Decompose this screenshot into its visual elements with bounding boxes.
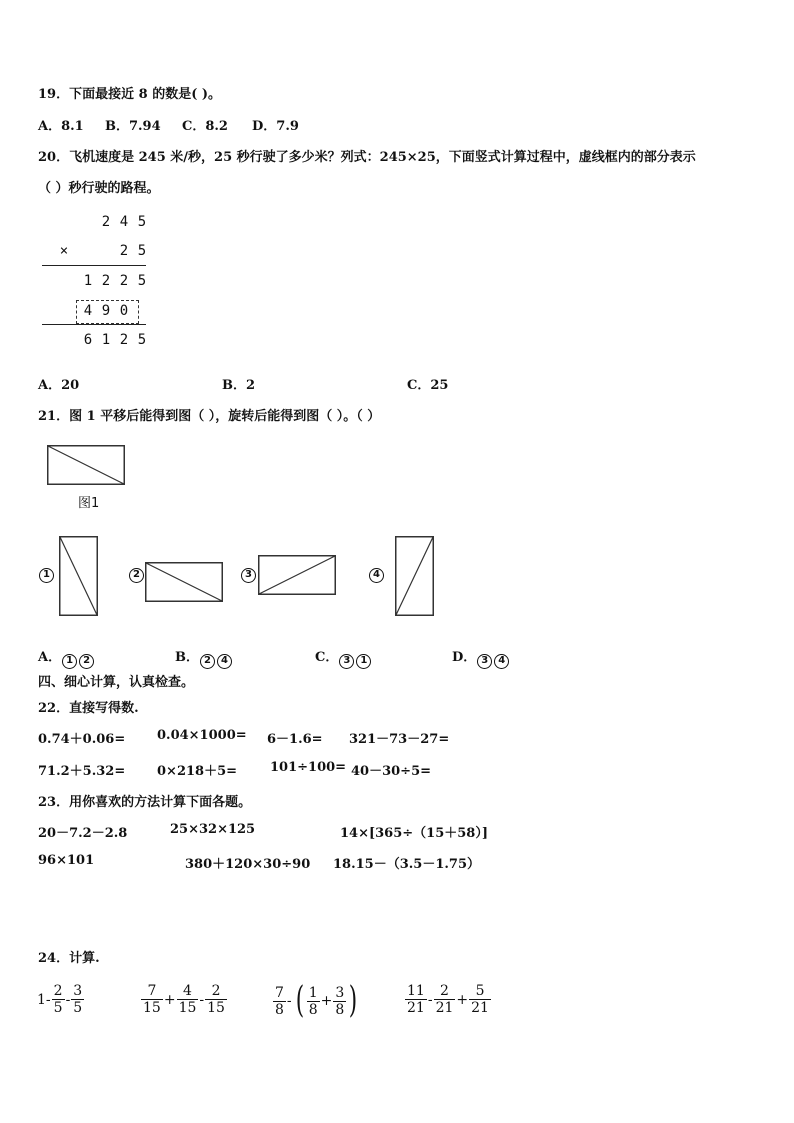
q21-option-b: B． 2 4	[175, 646, 233, 669]
q24-expr-4: $\frac{11}{21}$ - $\frac{2}{21}$ + $\frac{5}{21}$	[407, 983, 489, 1016]
q22-expr: 0.04×1000=	[157, 728, 247, 743]
calc-digit: 5	[137, 243, 147, 259]
q23-stem: 23．用你喜欢的方法计算下面各题。	[38, 795, 252, 810]
calc-digit: 2	[101, 273, 111, 289]
q22-expr: 321－73－27=	[349, 732, 450, 747]
calc-digit: 2	[119, 273, 129, 289]
calc-digit: 1	[101, 332, 111, 348]
q23-expr: 18.15－（3.5－1.75）	[333, 857, 480, 872]
q22-expr: 101÷100=	[270, 760, 347, 775]
circle-number: 3	[477, 654, 492, 669]
q24-expr-2: $\frac{7}{15}$ + $\frac{4}{15}$ - $\frac{2}{15}$	[143, 983, 225, 1016]
circle-number: 1	[356, 654, 371, 669]
fraction: $\frac{5}{21}$	[471, 983, 489, 1016]
q20-stem-line2: （ ）秒行驶的路程。	[38, 181, 160, 196]
q21-option-d: D． 3 4	[452, 646, 510, 669]
calc-digit: 4	[119, 214, 129, 230]
calc-digit: 0	[119, 303, 129, 319]
q22-expr: 40－30÷5=	[351, 764, 432, 779]
calc-digit: 4	[83, 303, 93, 319]
fraction: $\frac{3}{5}$	[73, 983, 83, 1016]
fraction: $\frac{2}{15}$	[207, 983, 225, 1016]
q22-stem: 22．直接写得数.	[38, 701, 139, 716]
fraction: $\frac{2}{21}$	[435, 983, 454, 1016]
q21-option-c: C． 3 1	[315, 646, 372, 669]
circle-number: 3	[339, 654, 354, 669]
circle-number: 1	[62, 654, 77, 669]
q22-expr: 0.74＋0.06=	[38, 732, 126, 747]
fraction: $\frac{3}{8}$	[335, 984, 345, 1018]
fig-number-4: 4	[369, 568, 384, 583]
q20-stem-line1: 20．飞机速度是 245 米/秒，25 秒行驶了多少米？列式：245×25，下面竖式计算过程中，虚线框内的部分表示	[38, 150, 696, 165]
calc-digit: 2	[101, 214, 111, 230]
fraction: $\frac{7}{8}$	[275, 984, 284, 1018]
fraction: $\frac{2}{5}$	[53, 983, 63, 1016]
fig-number-2: 2	[129, 568, 144, 583]
fig-number-1: 1	[39, 568, 54, 583]
figure-option-2	[145, 562, 223, 602]
times-sign: ×	[59, 243, 69, 259]
circle-number: 4	[217, 654, 232, 669]
circle-number: 2	[79, 654, 94, 669]
q20-option-c: C．25	[407, 378, 449, 393]
figure-option-3	[258, 555, 336, 595]
q22-expr: 71.2＋5.32=	[38, 764, 126, 779]
fraction: $\frac{11}{21}$	[407, 983, 425, 1016]
q24-expr-1: 1- $\frac{2}{5}$ - $\frac{3}{5}$	[37, 983, 83, 1016]
section-title: 四、细心计算，认真检查。	[38, 675, 195, 690]
q23-expr: 96×101	[38, 853, 95, 868]
q23-expr: 380＋120×30÷90	[185, 857, 311, 872]
q20-option-a: A．20	[38, 378, 80, 393]
q21-option-a: A． 1 2	[38, 646, 95, 669]
calc-digit: 5	[137, 214, 147, 230]
fraction: $\frac{1}{8}$	[308, 984, 318, 1018]
q21-stem: 21．图 1 平移后能得到图（ ），旋转后能得到图（ ）。（ ）	[38, 409, 381, 424]
q19-option-b: B．7.94	[105, 119, 161, 134]
figure-option-1	[59, 536, 98, 616]
circle-number: 2	[200, 654, 215, 669]
calc-digit: 2	[119, 243, 129, 259]
q23-expr: 20－7.2－2.8	[38, 826, 128, 841]
calc-rule	[42, 265, 146, 266]
fraction: $\frac{4}{15}$	[178, 983, 197, 1016]
q23-expr: 14×[365÷（15＋58）]	[340, 826, 488, 841]
q24-expr-3: $\frac{7}{8}$ - ( $\frac{1}{8}$ + $\frac{3}{8}$ )	[275, 980, 358, 1021]
q19-option-c: C．8.2	[182, 119, 228, 134]
calc-digit: 2	[119, 332, 129, 348]
q20-option-b: B．2	[222, 378, 256, 393]
q22-expr: 0×218＋5=	[157, 764, 238, 779]
q19-stem: 19．下面最接近 8 的数是( )。	[38, 87, 222, 102]
q24-stem: 24．计算.	[38, 951, 100, 966]
calc-rule	[42, 324, 146, 325]
circle-number: 4	[494, 654, 509, 669]
calc-digit: 6	[83, 332, 93, 348]
calc-digit: 5	[137, 332, 147, 348]
calc-digit: 1	[83, 273, 93, 289]
fraction: $\frac{7}{15}$	[143, 983, 161, 1016]
calc-digit: 9	[101, 303, 111, 319]
q22-expr: 6－1.6=	[267, 732, 323, 747]
calc-digit: 5	[137, 273, 147, 289]
figure-option-4	[395, 536, 434, 616]
figure-1-label: 图1	[78, 496, 100, 511]
figure-1	[47, 445, 125, 485]
q23-expr: 25×32×125	[170, 822, 256, 837]
fig-number-3: 3	[241, 568, 256, 583]
q19-option-a: A．8.1	[38, 119, 84, 134]
q19-option-d: D．7.9	[252, 119, 299, 134]
